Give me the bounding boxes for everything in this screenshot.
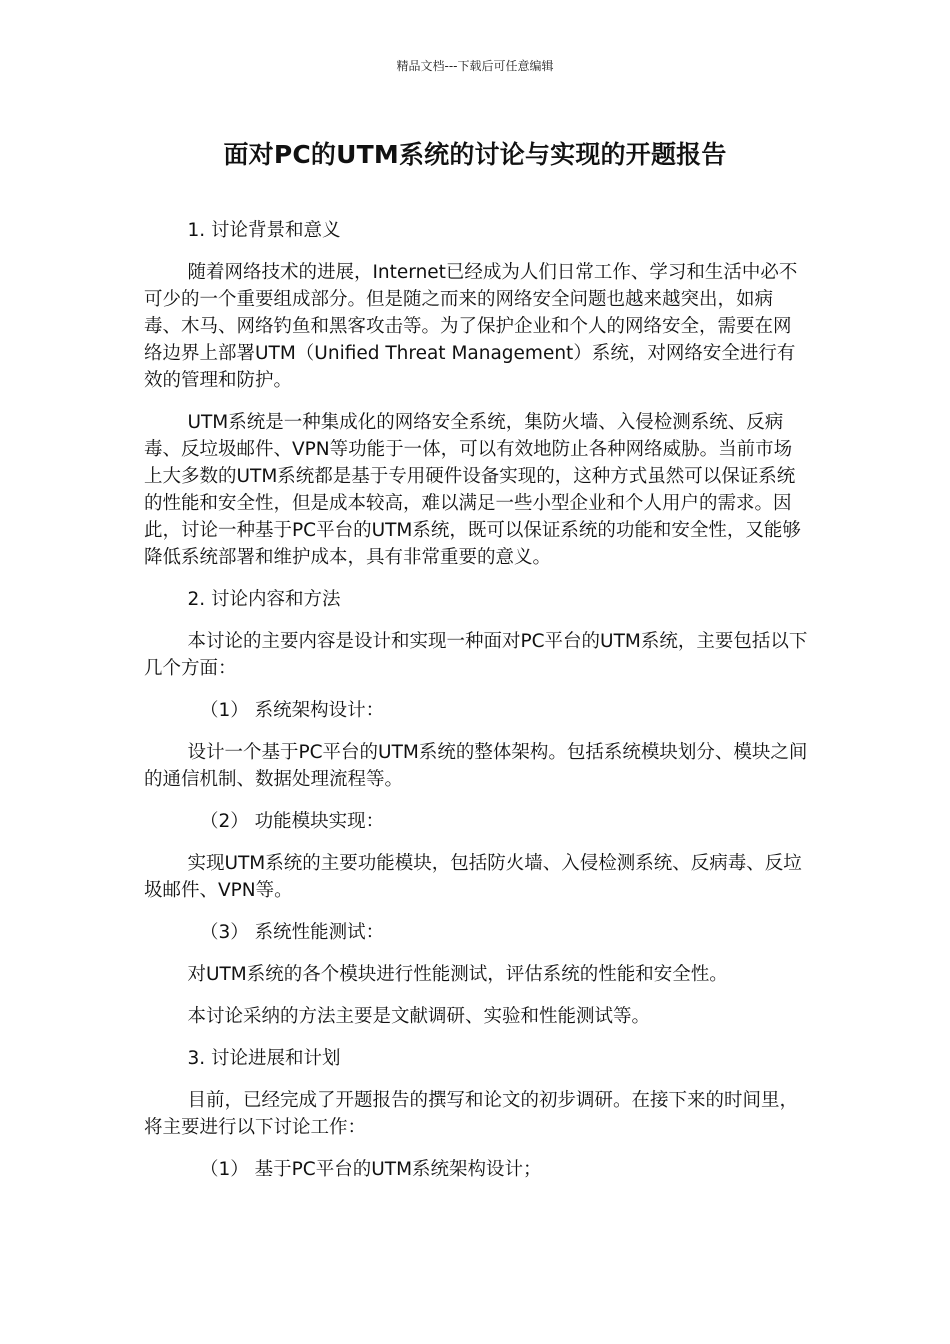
- section2-item3-title: （3） 系统性能测试：: [200, 922, 385, 943]
- section2-item3-text: 对UTM系统的各个模块进行性能测试，评估系统的性能和安全性。: [187, 964, 728, 985]
- section2-item1-text: 设计一个基于PC平台的UTM系统的整体架构。包括系统模块划分、模块之间的通信机制、数据处理流程等。: [144, 742, 808, 790]
- document-body: [144, 217, 808, 1198]
- section1-heading: 1. 讨论背景和意义: [187, 220, 341, 241]
- header-note: 精品文档---下载后可任意编辑: [396, 59, 554, 73]
- section2-item1-title: （1） 系统架构设计：: [200, 700, 385, 721]
- section3-heading: 3. 讨论进展和计划: [187, 1048, 341, 1069]
- section2-heading: 2. 讨论内容和方法: [187, 589, 341, 610]
- section2-item2-title: （2） 功能模块实现：: [200, 811, 385, 832]
- document-title: 面对PC的UTM系统的讨论与实现的开题报告: [223, 140, 727, 169]
- section1-paragraph-1: 随着网络技术的进展，Internet已经成为人们日常工作、学习和生活中必不可少的一个重要组成部分。但是随之而来的网络安全问题也越来越突出，如病毒、木马、网络钓鱼和黑客攻击等。为了保护企业和个人的网络安全，需要在网络边界上部署UTM（Unified Threat Management）系统，对网络安全进行有效的管理和防护。: [144, 262, 798, 391]
- section3-item1: （1） 基于PC平台的UTM系统架构设计；: [200, 1159, 542, 1180]
- section3-paragraph-1: 目前，已经完成了开题报告的撰写和论文的初步调研。在接下来的时间里，将主要进行以下讨论工作：: [144, 1090, 798, 1138]
- section2-item2-text: 实现UTM系统的主要功能模块，包括防火墙、入侵检测系统、反病毒、反垃圾邮件、VPN等。: [144, 853, 802, 901]
- section2-intro: 本讨论的主要内容是设计和实现一种面对PC平台的UTM系统，主要包括以下几个方面：: [144, 631, 808, 679]
- section1-paragraph-2: UTM系统是一种集成化的网络安全系统，集防火墙、入侵检测系统、反病毒、反垃圾邮件、VPN等功能于一体，可以有效地防止各种网络威胁。当前市场上大多数的UTM系统都是基于专用硬件设备实现的，这种方式虽然可以保证系统的性能和安全性，但是成本较高，难以满足一些小型企业和个人用户的需求。因此，讨论一种基于PC平台的UTM系统，既可以保证系统的功能和安全性，又能够降低系统部署和维护成本，具有非常重要的意义。: [144, 412, 801, 568]
- section2-method: 本讨论采纳的方法主要是文献调研、实验和性能测试等。: [187, 1006, 650, 1027]
